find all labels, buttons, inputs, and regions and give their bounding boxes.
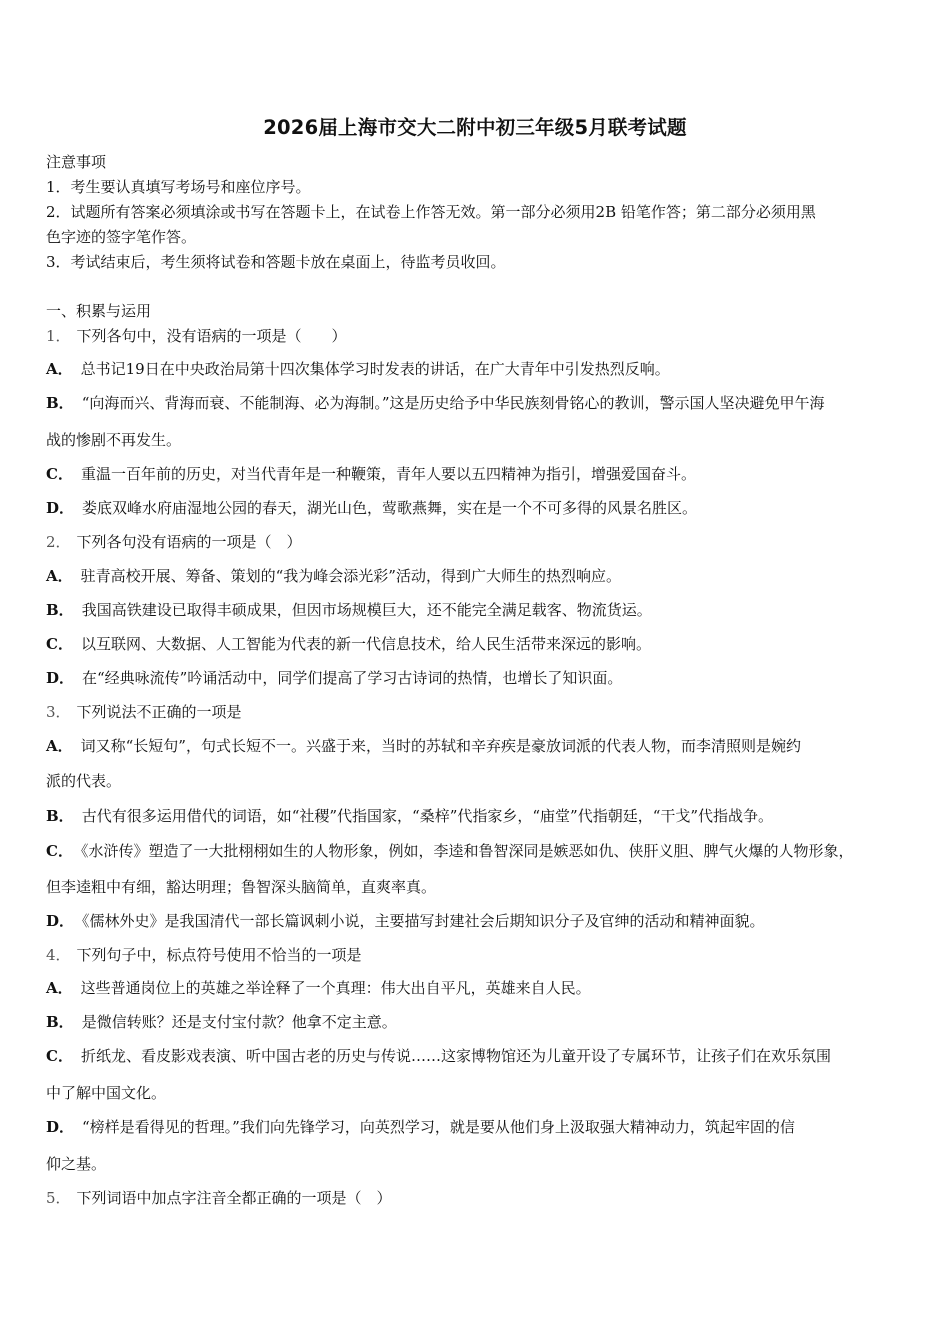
option-label: C． xyxy=(46,465,73,483)
q4-option-c-cont: 中了解中国文化。 xyxy=(46,1084,167,1102)
q2-option-d xyxy=(46,668,916,688)
q3-option-a-cont: 派的代表。 xyxy=(46,772,122,790)
option-text: 是微信转账？还是支付宝付款？他拿不定主意。 xyxy=(81,1013,397,1031)
q4-option-d-cont: 仰之基。 xyxy=(46,1155,107,1173)
option-label: C． xyxy=(46,1047,73,1065)
question-text: 下列各句没有语病的一项是（ ） xyxy=(76,533,302,551)
notice-item-1: 1．考生要认真填写考场号和座位序号。 xyxy=(46,178,311,196)
option-label: A． xyxy=(46,979,73,997)
question-text: 下列词语中加点字注音全都正确的一项是（ ） xyxy=(76,1189,392,1207)
option-label: C． xyxy=(46,635,73,653)
q1-option-d xyxy=(46,498,916,518)
question-number: 5． xyxy=(46,1189,71,1207)
q2-option-c xyxy=(46,634,916,654)
notice-heading: 注意事项 xyxy=(46,153,107,171)
q4-option-d xyxy=(46,1117,916,1137)
option-text: 我国高铁建设已取得丰硕成果，但因市场规模巨大，还不能完全满足载客、物流货运。 xyxy=(81,601,652,619)
option-text: 《水浒传》塑造了一大批栩栩如生的人物形象，例如，李逵和鲁智深同是嫉恶如仇、侠肝义胆、脾气火爆的人物形象， xyxy=(80,842,854,860)
option-label: B． xyxy=(46,601,74,619)
option-text: “榜样是看得见的哲理。”我们向先锋学习，向英烈学习，就是要从他们身上汲取强大精神动力，筑起牢固的信 xyxy=(82,1118,795,1136)
option-text: 重温一百年前的历史，对当代青年是一种鞭策，青年人要以五四精神为指引，增强爱国奋斗。 xyxy=(80,465,696,483)
option-text: 古代有很多运用借代的词语，如“社稷”代指国家，“桑梓”代指家乡，“庙堂”代指朝廷，“干戈”代指战争。 xyxy=(81,807,774,825)
option-label: B． xyxy=(46,807,74,825)
question-number: 4． xyxy=(46,946,71,964)
option-text: 在“经典咏流传”吟诵活动中，同学们提高了学习古诗词的热情，也增长了知识面。 xyxy=(82,669,623,687)
option-label: D． xyxy=(46,499,75,517)
option-text: 《儒林外史》是我国清代一部长篇讽刺小说，主要描写封建社会后期知识分子及官绅的活动和精神面貌。 xyxy=(82,912,765,930)
q1-option-c xyxy=(46,464,916,484)
question-3-stem xyxy=(46,702,916,722)
q4-option-c xyxy=(46,1046,916,1066)
option-label: A． xyxy=(46,360,73,378)
question-4-stem xyxy=(46,945,916,965)
notice-item-3: 3．考试结束后，考生须将试卷和答题卡放在桌面上，待监考员收回。 xyxy=(46,253,506,271)
q3-option-b xyxy=(46,806,916,826)
q1-option-b xyxy=(46,393,916,413)
question-text: 下列说法不正确的一项是 xyxy=(76,703,242,721)
option-text: 词又称“长短句”，句式长短不一。兴盛于来，当时的苏轼和辛弃疾是豪放词派的代表人物，而李清照则是婉约 xyxy=(80,737,801,755)
option-text: 以互联网、大数据、人工智能为代表的新一代信息技术，给人民生活带来深远的影响。 xyxy=(80,635,651,653)
q2-option-a xyxy=(46,566,916,586)
question-5-stem xyxy=(46,1188,916,1208)
notice-item-2-cont: 色字迹的签字笔作答。 xyxy=(46,228,197,246)
option-label: D． xyxy=(46,1118,75,1136)
q1-option-b-cont: 战的惨剧不再发生。 xyxy=(46,431,182,449)
question-2-stem xyxy=(46,532,916,552)
q4-option-a xyxy=(46,978,916,998)
question-number: 3． xyxy=(46,703,71,721)
option-label: A． xyxy=(46,737,73,755)
option-text: “向海而兴、背海而衰、不能制海、必为海制。”这是历史给予中华民族刻骨铭心的教训，警示国人坚决避免甲午海 xyxy=(81,394,825,412)
q3-option-c xyxy=(46,841,916,861)
q3-option-a xyxy=(46,736,916,756)
question-text: 下列各句中，没有语病的一项是（ ） xyxy=(76,327,347,345)
option-text: 驻青高校开展、筹备、策划的“我为峰会添光彩”活动，得到广大师生的热烈响应。 xyxy=(80,567,621,585)
q3-option-c-cont: 但李逵粗中有细，豁达明理；鲁智深头脑简单，直爽率真。 xyxy=(46,878,437,896)
q1-option-a xyxy=(46,359,916,379)
q3-option-d xyxy=(46,911,916,931)
option-label: C． xyxy=(46,842,73,860)
option-text: 折纸龙、看皮影戏表演、听中国古老的历史与传说……这家博物馆还为儿童开设了专属环节，让孩子们在欢乐氛围 xyxy=(80,1047,831,1065)
q2-option-b xyxy=(46,600,916,620)
question-number: 2． xyxy=(46,533,71,551)
option-label: B． xyxy=(46,394,74,412)
option-text: 娄底双峰水府庙湿地公园的春天，湖光山色，莺歌燕舞，实在是一个不可多得的风景名胜区。 xyxy=(82,499,698,517)
page-title: 2026届上海市交大二附中初三年级5月联考试题 xyxy=(263,116,687,139)
option-label: D． xyxy=(46,912,75,930)
option-text: 总书记19日在中央政治局第十四次集体学习时发表的讲话，在广大青年中引发热烈反响。 xyxy=(80,360,670,378)
notice-item-2: 2．试题所有答案必须填涂或书写在答题卡上，在试卷上作答无效。第一部分必须用2B 铅笔作答；第二部分必须用黑 xyxy=(46,203,816,221)
q4-option-b xyxy=(46,1012,916,1032)
option-label: D． xyxy=(46,669,75,687)
section-heading: 一、积累与运用 xyxy=(46,302,152,320)
question-number: 1． xyxy=(46,327,71,345)
option-text: 这些普通岗位上的英雄之举诠释了一个真理：伟大出自平凡，英雄来自人民。 xyxy=(80,979,591,997)
option-label: B． xyxy=(46,1013,74,1031)
question-1-stem xyxy=(46,326,916,346)
option-label: A． xyxy=(46,567,73,585)
question-text: 下列句子中，标点符号使用不恰当的一项是 xyxy=(76,946,362,964)
